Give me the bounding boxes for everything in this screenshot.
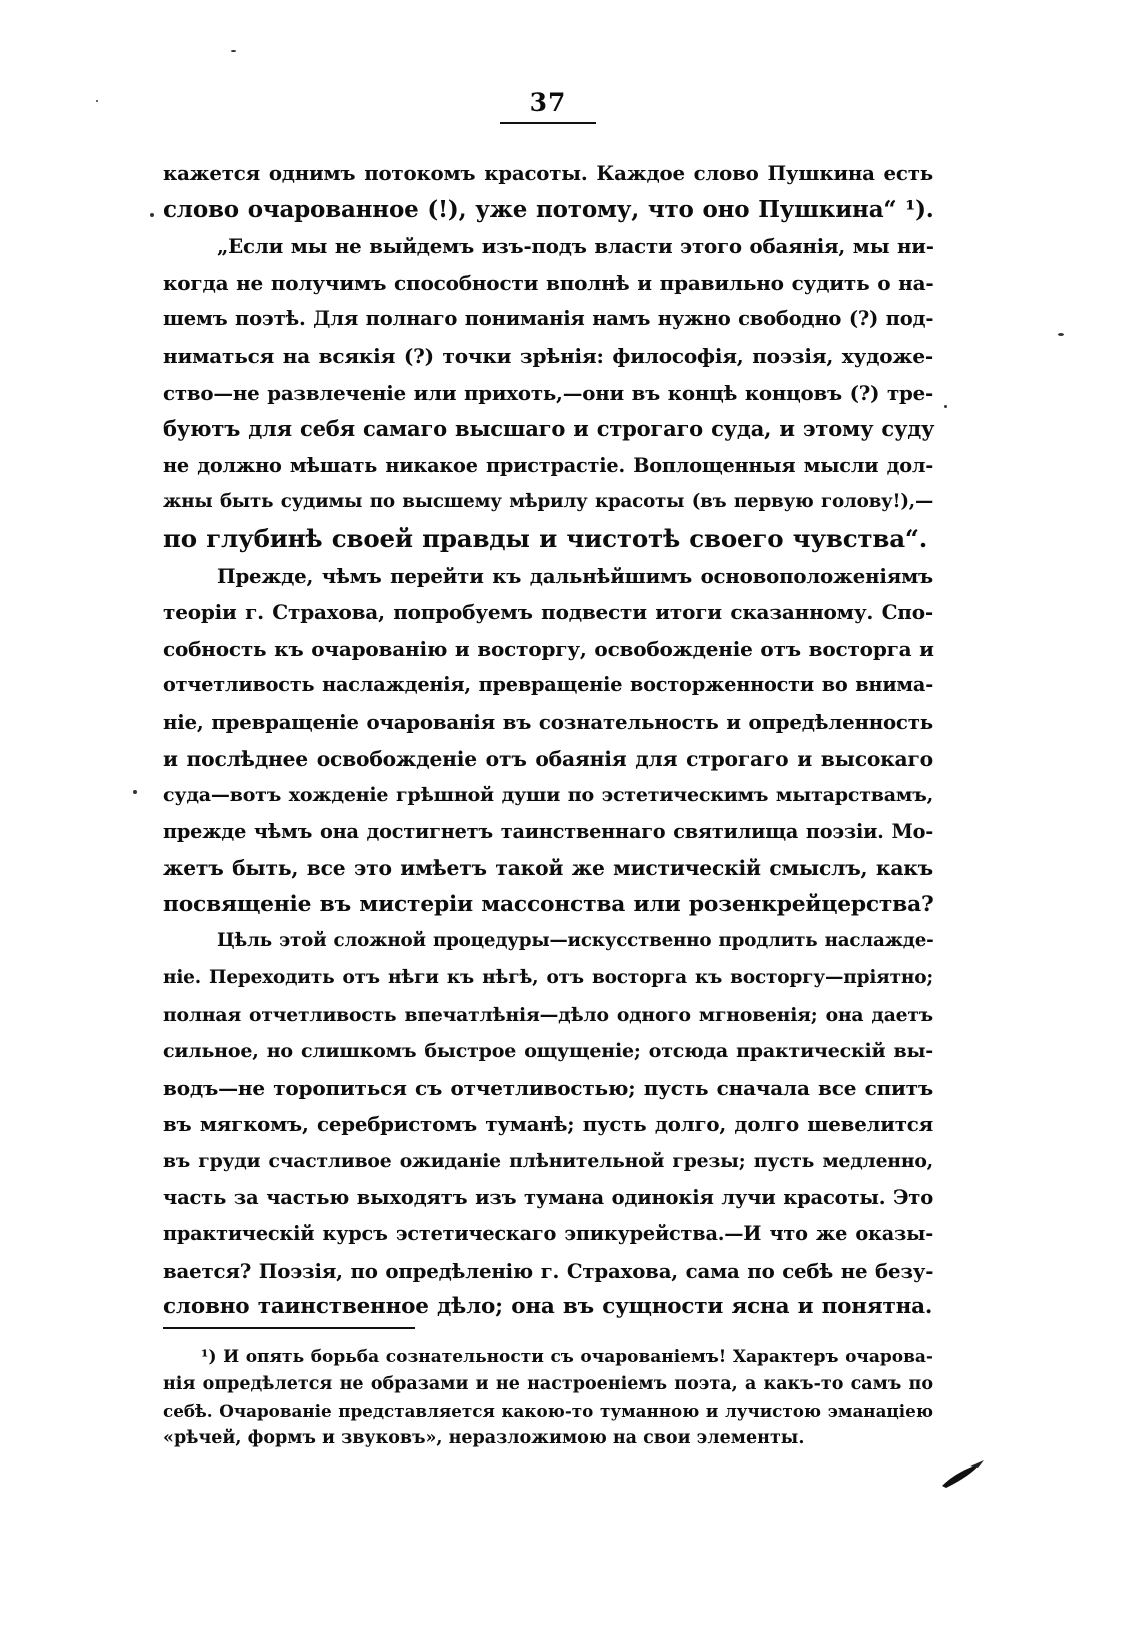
text-line: прежде чѣмъ она достигнетъ таинственнаго святилища поэзіи. Мо- <box>163 819 933 843</box>
scan-speck <box>133 790 137 794</box>
text-line: Цѣль этой сложной процедуры—искусственно продлить наслажде- <box>217 930 934 952</box>
footnote-line: «рѣчей, формъ и звуковъ», неразложимою на свои элементы. <box>163 1428 805 1448</box>
footnote-line: себѣ. Очарованіе представляется какою-то туманною и лучистою эманаціею <box>163 1401 933 1421</box>
text-line: „Если мы не выйдемъ изъ-подъ власти этого обаянія, мы ни- <box>217 234 934 259</box>
text-line: практическій курсъ эстетическаго эпикурейства.—И что же оказы- <box>163 1222 933 1246</box>
scan-speck <box>96 100 98 102</box>
text-line: полная отчетливость впечатлѣнія—дѣло одного мгновенія; она даетъ <box>163 1003 933 1026</box>
text-line: въ груди счастливое ожиданіе плѣнительной грезы; пусть медленно, <box>163 1150 933 1173</box>
text-line: жетъ быть, все это имѣетъ такой же мистическій смыслъ, какъ <box>163 856 933 881</box>
text-line: словно таинственное дѣло; она въ сущности ясна и понятна. <box>163 1294 933 1320</box>
text-line: сильное, но слишкомъ быстрое ощущеніе; отсюда практическій вы- <box>163 1040 933 1063</box>
text-line: суда—вотъ хожденіе грѣшной души по эстетическимъ мытарствамъ, <box>163 784 933 807</box>
text-line: въ мягкомъ, серебристомъ туманѣ; пусть долго, долго шевелится <box>163 1112 933 1137</box>
text-line: слово очарованное (!), уже потому, что оно Пушкина“ ¹). <box>163 195 934 223</box>
text-line: буютъ для себя самаго высшаго и строгаго суда, и этому суду <box>163 416 935 442</box>
scan-speck <box>944 405 947 408</box>
footnote-separator <box>163 1327 415 1329</box>
page-number-rule <box>500 122 596 124</box>
text-line: ниматься на всякія (?) точки зрѣнія: философія, поэзія, художе- <box>163 343 933 368</box>
text-line: когда не получимъ способности вполнѣ и правильно судить о на- <box>163 270 934 295</box>
text-line: собность къ очарованію и восторгу, освобожденіе отъ восторга и <box>163 636 934 661</box>
scan-speck <box>231 50 236 52</box>
page-number: 37 <box>529 88 567 117</box>
text-line: и послѣднее освобожденіе отъ обаянія для строгаго и высокаго <box>163 746 933 771</box>
footnote-line: нія опредѣлется не образами и не настроеніемъ поэта, а какъ-то самъ по <box>163 1374 933 1394</box>
body-text <box>163 155 933 1326</box>
scan-speck <box>1058 333 1064 336</box>
text-line: жны быть судимы по высшему мѣрилу красоты (въ первую голову!),— <box>163 491 933 513</box>
text-line: вается? Поэзія, по опредѣленію г. Страхова, сама по себѣ не безу- <box>163 1258 934 1283</box>
footnote <box>163 1344 933 1452</box>
text-line: водъ—не торопиться съ отчетливостью; пусть сначала все спитъ <box>163 1075 933 1100</box>
text-line: отчетливость наслажденія, превращеніе восторженности во внима- <box>163 673 933 697</box>
ink-blot-icon <box>940 1452 985 1492</box>
text-line: Прежде, чѣмъ перейти къ дальнѣйшимъ основоположеніямъ <box>217 563 933 588</box>
text-line: ніе, превращеніе очарованія въ сознательность и опредѣленность <box>163 709 933 734</box>
footnote-line: ¹) И опять борьба сознательности съ очарованіемъ! Характеръ очарова- <box>201 1347 933 1367</box>
scan-speck <box>150 213 154 217</box>
text-line: ство—не развлеченіе или прихоть,—они въ концѣ концовъ (?) тре- <box>163 380 933 405</box>
text-line: теоріи г. Страхова, попробуемъ подвести итоги сказанному. Спо- <box>163 600 933 625</box>
text-line: по глубинѣ своей правды и чистотѣ своего чувства“. <box>163 523 928 553</box>
text-line: кажется однимъ потокомъ красоты. Каждое слово Пушкина есть <box>163 161 933 185</box>
text-line: не должно мѣшать никакое пристрастіе. Воплощенныя мысли дол- <box>163 453 933 477</box>
text-line: шемъ поэтѣ. Для полнаго пониманія намъ нужно свободно (?) под- <box>163 307 934 331</box>
text-line: часть за частью выходятъ изъ тумана одинокія лучи красоты. Это <box>163 1185 933 1209</box>
text-line: посвященіе въ мистеріи массонства или розенкрейцерства? <box>163 891 934 917</box>
text-line: ніе. Переходить отъ нѣги къ нѣгѣ, отъ восторга къ восторгу—пріятно; <box>163 967 933 989</box>
